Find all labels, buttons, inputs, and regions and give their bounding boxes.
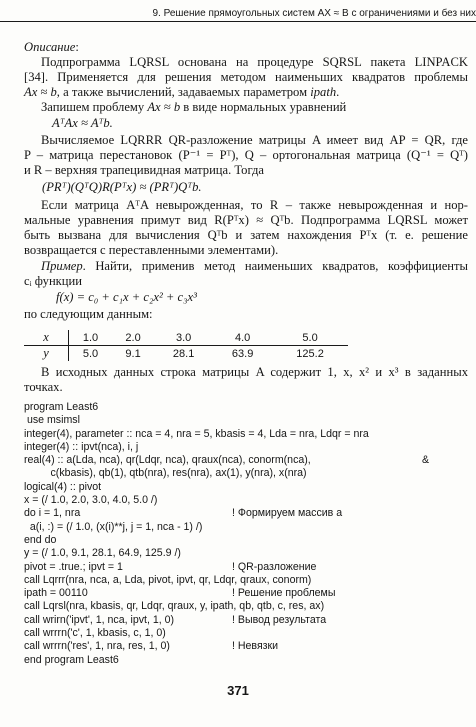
- code-text: logical(4) :: pivot: [24, 480, 102, 493]
- table-row-x: [24, 330, 348, 346]
- code-line: [24, 654, 464, 667]
- para2-line3: и R – верхняя трапецивидная матрица. Тогда: [24, 163, 265, 177]
- code-text: x = (/ 1.0, 2.0, 3.0, 4.0, 5.0 /): [24, 494, 158, 507]
- code-text: ipath = 00110: [24, 587, 88, 600]
- data-table: [24, 330, 348, 361]
- table-cell: 4.0: [213, 330, 272, 346]
- para3-line4: возвращается с переставленными элементами).: [24, 243, 279, 257]
- para1-line4: Запишем проблему Ax ≈ b в виде нормальных уравнений: [41, 100, 347, 114]
- code-text: pivot = .true.; ipvt = 1: [24, 560, 123, 573]
- code-line: [24, 627, 464, 640]
- para1-line3: Ax ≈ b, а также вычислений, задаваемых параметром ipath.: [24, 85, 340, 99]
- code-line: [24, 401, 464, 414]
- code-comment: ! QR-разложение: [232, 560, 317, 573]
- code-text: integer(4), parameter :: nca = 4, nra = 5, kbasis = 4, Lda = nra, Ldqr = nra: [24, 427, 369, 440]
- code-text: use msimsl: [24, 414, 80, 427]
- code-line: [24, 534, 464, 547]
- table-cell: 5.0: [272, 330, 348, 346]
- code-line: [24, 561, 464, 574]
- code-line: [24, 428, 464, 441]
- table-cell: 1.0: [69, 330, 113, 346]
- para2-line1: Вычисляемое LQRRR QR-разложение матрицы A имеет вид AP = QR, где: [41, 133, 468, 147]
- example-line2: cᵢ функции: [24, 274, 83, 288]
- table-cell: 28.1: [172, 347, 195, 360]
- code-text: call Lqrrr(nra, nca, a, Lda, pivot, ipvt, qr, Ldqr, qraux, conorm): [24, 573, 312, 586]
- para1-line1: Подпрограмма LQRSL основана на процедуре SQRSL пакета LINPACK: [41, 55, 468, 69]
- code-listing: [24, 401, 464, 667]
- table-row-y: [24, 346, 348, 362]
- formula-qr-substitution: (PRᵀ)(QᵀQ)R(Pᵀx) ≈ (PRᵀ)Qᵀb.: [42, 180, 202, 194]
- code-line: [24, 494, 464, 507]
- header-rule: [0, 21, 476, 22]
- code-comment: ! Решение проблемы: [232, 587, 336, 600]
- code-text: integer(4) :: ipvt(nca), i, j: [24, 440, 139, 453]
- code-line: [24, 600, 464, 613]
- code-text: c(kbasis), qb(1), qtb(nra), res(nra), ax(1), y(nra), x(nra): [24, 467, 307, 480]
- table-cell: 63.9: [231, 347, 254, 360]
- code-text: program Least6: [24, 401, 99, 413]
- code-text: a(i, :) = (/ 1.0, (x(i)**j, j = 1, nca - 1) /): [24, 520, 203, 533]
- formula-normal-equations: AᵀAx ≈ Aᵀb.: [52, 116, 113, 130]
- description-label: Описание:: [24, 40, 79, 54]
- code-text: call wrrrn('c', 1, kbasis, c, 1, 0): [24, 627, 166, 640]
- para4-line1: В исходных данных строка матрицы A содержит 1, x, x² и x³ в заданных: [41, 365, 468, 379]
- code-comment: ! Вывод результата: [232, 613, 327, 626]
- code-text: end program Least6: [24, 653, 119, 666]
- code-line: [24, 640, 464, 653]
- code-text: call wrrrn('res', 1, nra, res, 1, 0): [24, 640, 170, 653]
- para2-line2: P – матрица перестановок (P⁻¹ = Pᵀ), Q – ортогональная матрица (Q⁻¹ = Qᵀ): [24, 148, 468, 162]
- code-text: do i = 1, nra: [24, 507, 81, 520]
- code-line: [24, 481, 464, 494]
- code-line: [24, 547, 464, 560]
- para1-line2: [34]. Применяется для решения методом наименьших квадратов проблемы: [24, 70, 468, 84]
- code-text: y = (/ 1.0, 9.1, 28.1, 64.9, 125.9 /): [24, 547, 181, 560]
- table-cell: 9.1: [125, 347, 141, 360]
- code-comment: ! Невязки: [232, 640, 279, 653]
- page-number: 371: [227, 683, 249, 698]
- code-text: real(4) :: a(Lda, nca), qr(Ldqr, nca), qraux(nca), conorm(nca),: [24, 454, 311, 467]
- para3-line1: Если матрица AᵀA невырожденная, то R – также невырожденная и нор-: [41, 198, 468, 212]
- code-text: call Lqrsl(nra, kbasis, qr, Ldqr, qraux, y, ipath, qb, qtb, c, res, ax): [24, 600, 325, 613]
- table-cell: 125.2: [296, 347, 324, 360]
- code-line: [24, 507, 464, 520]
- code-line: [24, 467, 464, 480]
- table-cell: 3.0: [154, 330, 213, 346]
- code-line: [24, 614, 464, 627]
- code-text: end do: [24, 533, 57, 546]
- code-line: [24, 521, 464, 534]
- formula-polynomial: f(x) = c₀ + c₁x + c₂x² + c₃x³: [56, 290, 197, 304]
- code-line: [24, 574, 464, 587]
- running-header: 9. Решение прямоугольных систем AX ≈ B с ограничениями и без них: [152, 8, 476, 19]
- row-label-x: x: [24, 330, 69, 346]
- para3-line2: мальные уравнения примут вид R(Pᵀx) ≈ Qᵀb. Подпрограмма LQRSL может: [24, 213, 468, 227]
- code-line: [24, 414, 464, 427]
- code-text: call wrirn('ipvt', 1, nca, ipvt, 1, 0): [24, 613, 175, 626]
- para3-line3: быть вызвана для вычисления Qᵀb и затем нахождения Pᵀx (т. е. решение: [24, 228, 468, 242]
- example-line1: Пример. Найти, применив метод наименьших квадратов, коэффициенты: [41, 259, 468, 273]
- para4-line2: точках.: [24, 380, 63, 394]
- code-line: [24, 587, 464, 600]
- code-comment: ! Формируем массив a: [232, 507, 343, 520]
- code-line: [24, 441, 464, 454]
- row-label-y: y: [24, 346, 69, 362]
- table-cell: 5.0: [82, 347, 99, 360]
- line-continuation-mark: &: [422, 454, 430, 467]
- code-line: [24, 454, 464, 467]
- table-cell: 2.0: [112, 330, 154, 346]
- data-intro: по следующим данным:: [24, 307, 153, 321]
